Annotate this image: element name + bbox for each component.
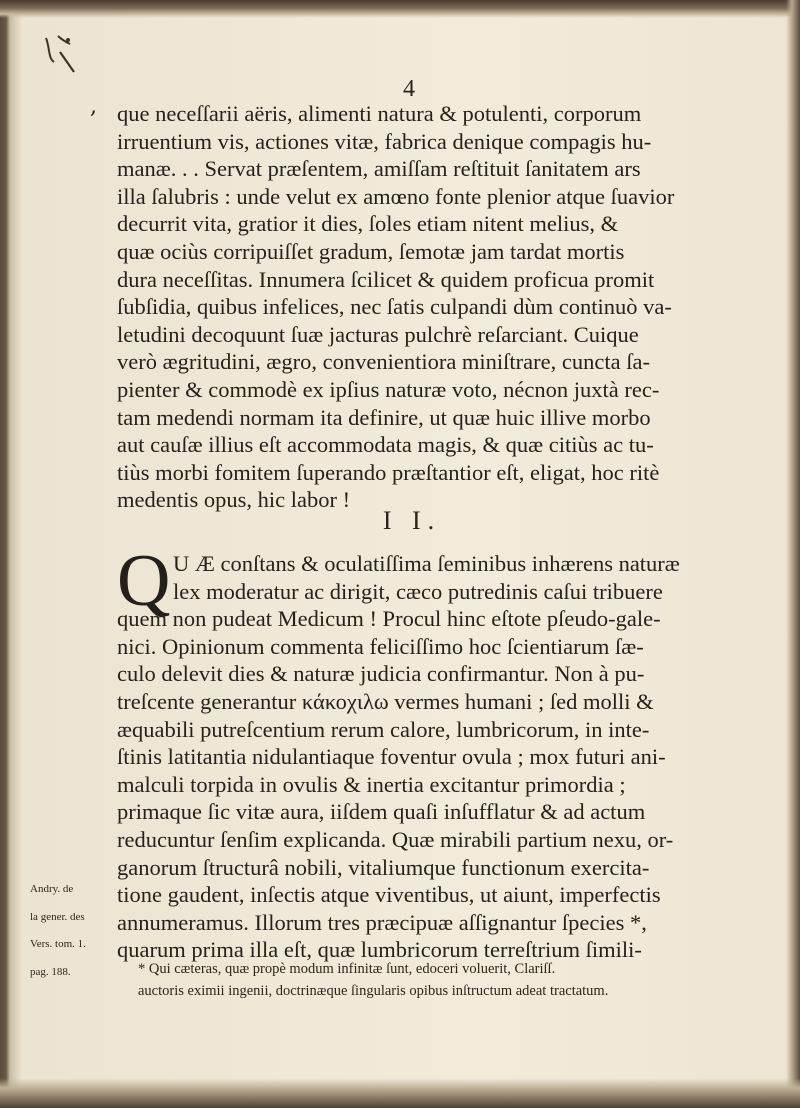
text-line: tione gaudent, inſectis atque viventibus, ut aiunt, imperfectis [117, 882, 661, 908]
drop-cap: Q [117, 540, 171, 622]
text-line: annumeramus. Illorum tres præcipuæ aſſignantur ſpecies *, [117, 909, 647, 935]
text-line: ganorum ſtructurâ nobili, vitaliumque functionum exercita- [117, 854, 650, 880]
paragraph-1 [117, 100, 712, 514]
page-bottom-edge [0, 1078, 800, 1108]
page-top-edge [0, 0, 800, 18]
text-line: lex moderatur ac dirigit, cæco putredinis caſui tribuere [173, 578, 663, 604]
text-line: irruentium vis, actiones vitæ, fabrica denique compagis hu- [117, 128, 652, 154]
margin-note [30, 876, 116, 986]
text-line: malculi torpida in ovulis & inertia excitantur primordia ; [117, 771, 626, 797]
text-line: pienter & commodè ex ipſius naturæ voto, nécnon juxtà rec- [117, 376, 660, 402]
text-line: quarum prima illa eſt, quæ lumbricorum terreſtrium ſimili- [117, 937, 642, 963]
text-line: decurrit vita, gratior it dies, ſoles etiam nitent melius, & [117, 211, 619, 237]
text-line: U Æ conſtans & oculatiſſima ſeminibus inhærens naturæ [173, 551, 680, 576]
footnote-line: * Qui cæteras, quæ propè modum infinitæ ſunt, edoceri voluerit, Clariſſ. [138, 961, 556, 977]
text-line: verò ægritudini, ægro, convenientiora miniſtrare, cuncta ſa- [117, 349, 650, 375]
text-line: treſcente generantur κάκοχιλω vermes humani ; ſed molli & [117, 688, 654, 714]
handwritten-mark-icon [40, 32, 84, 80]
text-line: illa ſalubris : unde velut ex amœno fonte plenior atque ſuavior [117, 183, 675, 209]
footnote [138, 958, 708, 1002]
page-right-edge [786, 0, 800, 1108]
lead-mark: , [90, 94, 97, 119]
footnote-line: auctoris eximii ingenii, doctrinæque ſingularis opibus inſtructum adeat tractatum. [138, 983, 609, 999]
text-line: que neceſſarii aëris, alimenti natura & potulenti, corporum [117, 101, 642, 126]
text-line: dura neceſſitas. Innumera ſcilicet & quidem proficua promit [117, 266, 655, 292]
margin-note-line: Vers. tom. 1. [30, 938, 86, 951]
text-line: tiùs morbi fomitem ſuperando præſtantior eſt, eligat, hoc ritè [117, 459, 660, 485]
text-line: primaque ſic vitæ aura, iiſdem quaſi inſufflatur & ad actum [117, 799, 646, 825]
text-line: ſubſidia, quibus infelices, nec ſatis culpandi dùm continuò va- [117, 294, 672, 320]
text-line: æquabili putreſcentium rerum calore, lumbricorum, in inte- [117, 716, 650, 742]
text-line: nici. Opinionum commenta feliciſſimo hoc ſcientiarum ſæ- [117, 633, 644, 659]
text-line: ſtinis latitantia nidulantiaque foventur ovula ; mox futuri ani- [117, 744, 666, 770]
text-line: tam medendi normam ita definire, ut quæ huic illive morbo [117, 404, 651, 430]
section-heading: I I. [382, 506, 442, 535]
paragraph-2 [117, 540, 712, 964]
text-line: reducuntur ſenſim explicanda. Quæ mirabili partium nexu, or- [117, 826, 674, 852]
text-line: manæ. . . Servat præſentem, amiſſam reſtituit ſanitatem ars [117, 156, 641, 182]
text-line: culo delevit dies & naturæ judicia confirmantur. Non à pu- [117, 661, 645, 687]
text-line: quæ ociùs corripuiſſet gradum, ſemotæ jam tardat mortis [117, 238, 625, 264]
page-number: 4 [403, 76, 415, 102]
margin-note-line: la gener. des [30, 910, 85, 923]
text-line: medentis opus, hic labor ! [117, 487, 351, 513]
margin-note-line: Andry. de [30, 883, 74, 895]
text-line: quem non pudeat Medicum ! Procul hinc eſtote pſeudo-gale- [117, 606, 661, 632]
text-line: letudini decoquunt ſuæ jacturas pulchrè reſarciant. Cuique [117, 321, 639, 347]
text-line: aut cauſæ illius eſt accommodata magis, & quæ citiùs ac tu- [117, 432, 654, 458]
margin-note-line: pag. 188. [30, 965, 71, 978]
